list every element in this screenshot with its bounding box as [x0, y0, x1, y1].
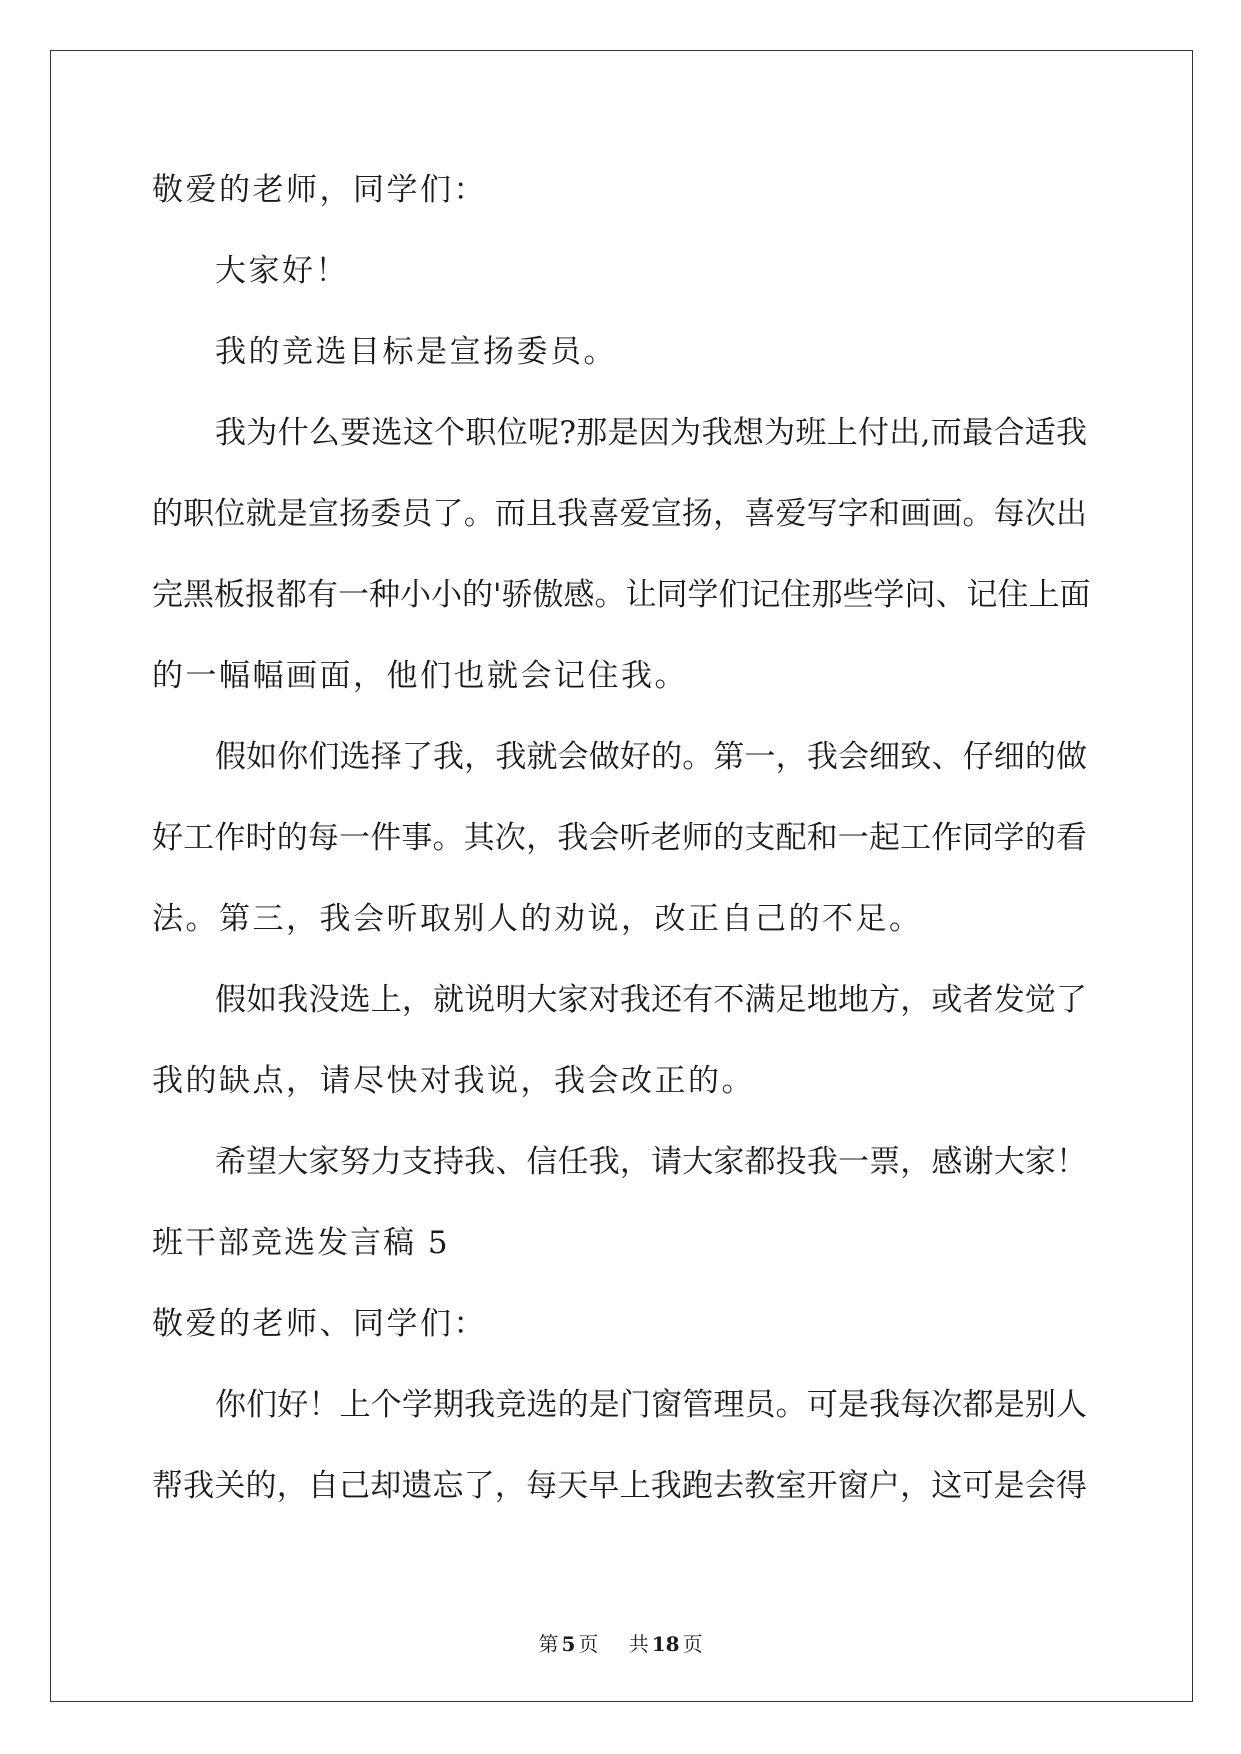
text-line: 完黑板报都有一种小小的'骄傲感。让同学们记住那些学问、记住上面: [152, 577, 1091, 613]
text-line: 我的缺点，请尽快对我说，我会改正的。: [152, 1063, 755, 1099]
text-line: 大家好！: [215, 253, 349, 289]
text-line: 假如你们选择了我，我就会做好的。第一，我会细致、仔细的做: [215, 739, 1087, 775]
total-pages: 18: [651, 1632, 680, 1656]
text-line: 法。第三，我会听取别人的劝说，改正自己的不足。: [152, 901, 923, 937]
total-prefix: 共: [628, 1632, 649, 1656]
text-line: 敬爱的老师，同学们：: [152, 172, 487, 208]
total-indicator: [629, 1632, 703, 1656]
text-line: 希望大家努力支持我、信任我，请大家都投我一票，感谢大家！: [215, 1144, 1087, 1180]
page-footer: [0, 1628, 1241, 1657]
text-line: 你们好！上个学期我竞选的是门窗管理员。可是我每次都是别人: [215, 1387, 1087, 1423]
section-heading: 班干部竞选发言稿 5: [152, 1225, 450, 1261]
text-line: 帮我关的，自己却遗忘了，每天早上我跑去教室开窗户，这可是会得: [152, 1468, 1087, 1504]
text-line: 的一幅幅画面，他们也就会记住我。: [152, 658, 688, 694]
page-prefix: 第: [538, 1632, 559, 1656]
page-indicator: [538, 1632, 598, 1656]
page-suffix: 页: [578, 1632, 599, 1656]
page-number: 5: [561, 1632, 576, 1656]
text-line: 我的竞选目标是宣扬委员。: [215, 334, 617, 370]
document-body: [152, 158, 1091, 1535]
text-line: 假如我没选上，就说明大家对我还有不满足地地方，或者发觉了: [215, 982, 1087, 1018]
text-line: 好工作时的每一件事。其次，我会听老师的支配和一起工作同学的看: [152, 820, 1087, 856]
text-line: 敬爱的老师、同学们：: [152, 1306, 487, 1342]
total-suffix: 页: [682, 1632, 703, 1656]
text-line: 的职位就是宣扬委员了。而且我喜爱宣扬，喜爱写字和画画。每次出: [152, 496, 1087, 532]
text-line: 我为什么要选这个职位呢?那是因为我想为班上付出,而最合适我: [215, 415, 1087, 451]
